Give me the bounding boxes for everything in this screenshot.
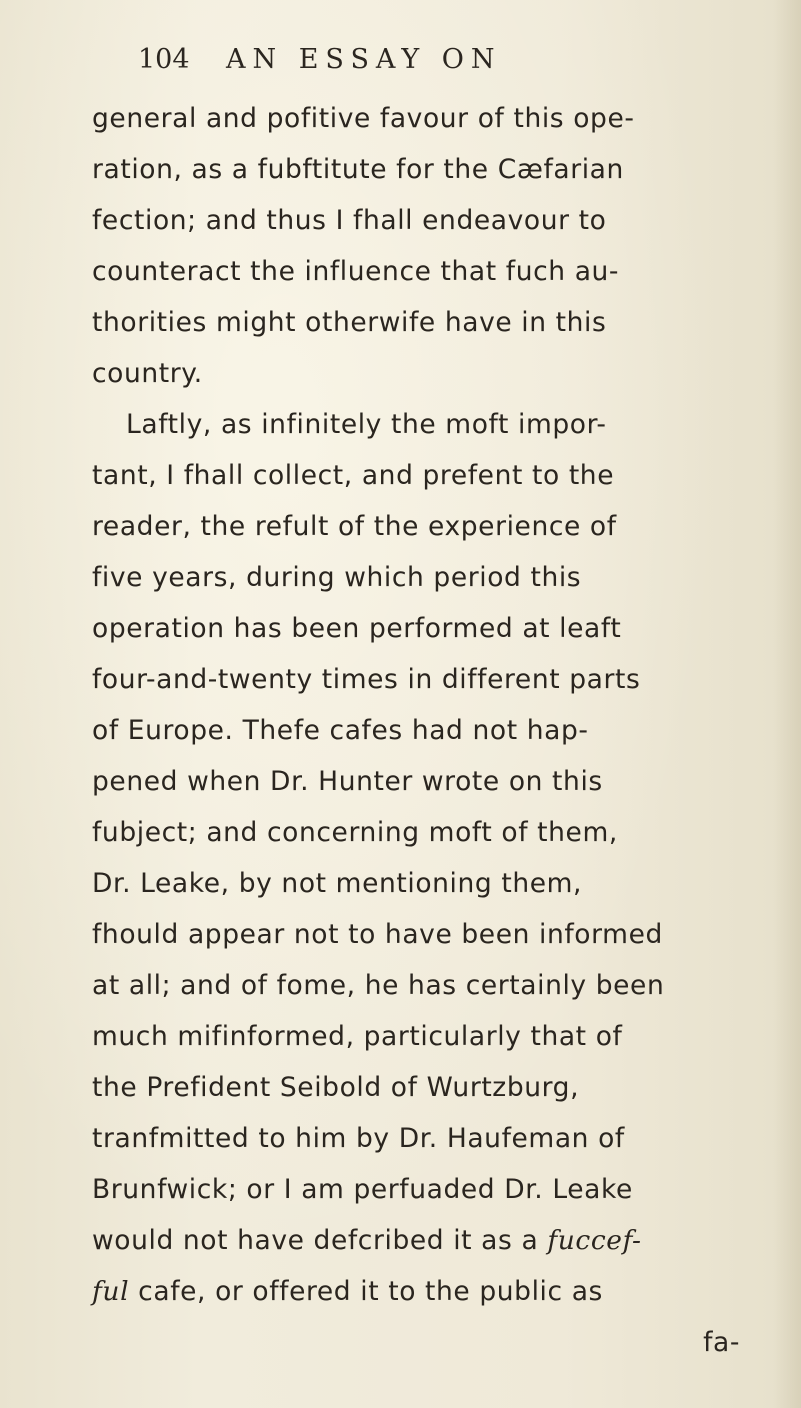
text-line bbox=[92, 1266, 752, 1317]
text-line: Brunfwick; or I am perfuaded Dr. Leake bbox=[92, 1174, 633, 1205]
catchword: fa- bbox=[703, 1327, 740, 1358]
text-line: of Europe. Thefe cafes had not hap- bbox=[92, 715, 589, 746]
italic-word: ful bbox=[92, 1276, 130, 1307]
body-text bbox=[92, 93, 752, 1368]
text-line: fection; and thus I fhall endeavour to bbox=[92, 205, 607, 236]
page-header bbox=[138, 40, 658, 80]
running-head: AN ESSAY ON bbox=[226, 44, 502, 75]
text-line: Laftly, as infinitely the moft impor- bbox=[126, 409, 607, 440]
text-segment: cafe, or offered it to the public as bbox=[129, 1276, 603, 1307]
text-line bbox=[92, 1215, 752, 1266]
text-line: four-and-twenty times in different parts bbox=[92, 664, 641, 695]
text-line: at all; and of fome, he has certainly been bbox=[92, 970, 665, 1001]
text-line: the Prefident Seibold of Wurtzburg, bbox=[92, 1072, 580, 1103]
text-line: much mifinformed, particularly that of bbox=[92, 1021, 623, 1052]
text-line: reader, the refult of the experience of bbox=[92, 511, 617, 542]
text-line: country. bbox=[92, 358, 203, 389]
text-line: pened when Dr. Hunter wrote on this bbox=[92, 766, 603, 797]
text-line: tant, I fhall collect, and prefent to the bbox=[92, 460, 615, 491]
text-line: thorities might otherwife have in this bbox=[92, 307, 607, 338]
text-line: ration, as a fubftitute for the Cæfarian bbox=[92, 154, 624, 185]
text-line: counteract the influence that fuch au- bbox=[92, 256, 620, 287]
text-line: fubject; and concerning moft of them, bbox=[92, 817, 618, 848]
text-line: general and pofitive favour of this ope- bbox=[92, 103, 635, 134]
italic-word: fuccef- bbox=[547, 1225, 642, 1256]
text-line: tranfmitted to him by Dr. Haufeman of bbox=[92, 1123, 625, 1154]
page-edge-shadow bbox=[773, 0, 801, 1408]
page-number: 104 bbox=[138, 44, 190, 75]
text-line: operation has been performed at leaft bbox=[92, 613, 622, 644]
text-segment: would not have defcribed it as a bbox=[92, 1225, 539, 1256]
text-line: five years, during which period this bbox=[92, 562, 582, 593]
text-line: fhould appear not to have been informed bbox=[92, 919, 663, 950]
text-line: Dr. Leake, by not mentioning them, bbox=[92, 868, 583, 899]
